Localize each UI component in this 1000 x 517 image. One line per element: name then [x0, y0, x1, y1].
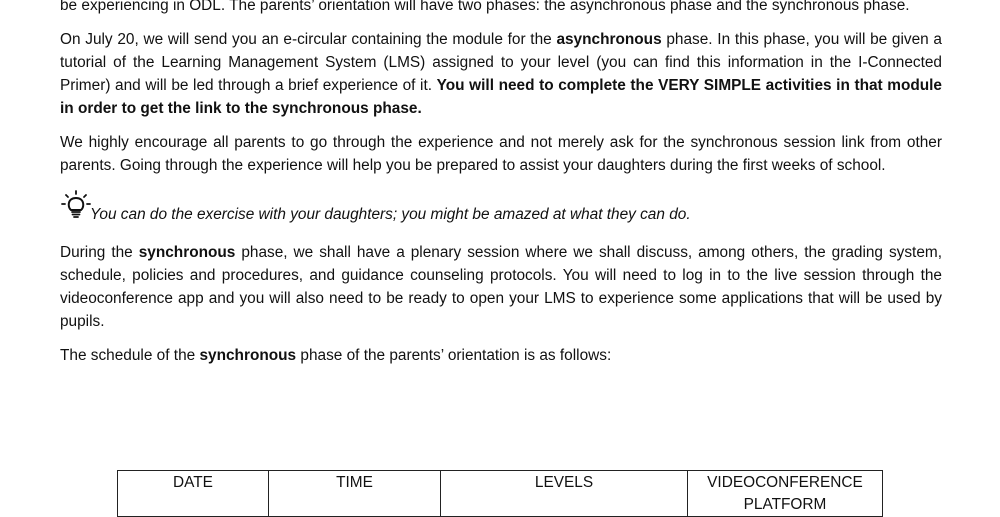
bold-instruction: You will need to complete the VERY SIMPLE activities in that module in order to get the link to the synchronous phase. [60, 77, 942, 117]
paragraph-text: We highly encourage all parents to go through the experience and not merely ask for the synchronous session link from other parents. Going through the experience will help you be prepared to assist your daughters during the first weeks of school. [60, 134, 942, 174]
paragraph-synchronous-phase [60, 241, 942, 333]
schedule-table [117, 470, 883, 517]
bold-term-synchronous: synchronous [138, 244, 236, 261]
bold-term-synchronous: synchronous [199, 347, 297, 364]
tip-text: You can do the exercise with your daughters; you might be amazed at what they can do. [90, 206, 691, 223]
paragraph-text: phase of the parents’ orientation is as follows: [296, 347, 612, 364]
column-header-time: TIME [269, 471, 441, 517]
paragraph-text: be experiencing in ODL. The parents’ orientation will have two phases: the asynchronous phase and the synchronous phase. [60, 0, 910, 14]
column-header-levels: LEVELS [441, 471, 688, 517]
column-header-platform: VIDEOCONFERENCE PLATFORM [688, 471, 883, 517]
paragraph-orientation-phases [60, 0, 942, 17]
tip-callout [60, 193, 942, 223]
paragraph-text: On July 20, we will send you an e-circular containing the module for the [60, 31, 557, 48]
lightbulb-icon [60, 189, 92, 221]
bold-term-asynchronous: asynchronous [556, 31, 662, 48]
document-page [60, 0, 942, 377]
paragraph-text: During the [60, 244, 139, 261]
paragraph-encouragement [60, 131, 942, 177]
paragraph-text: phase, we shall have a plenary session where we shall discuss, among others, the grading system, schedule, policies and procedures, and guidance counseling protocols. You will need to log in to the live session through the videoconference app and you will also need to be ready to open your LMS to experience some applications that will be used by pupils. [60, 244, 942, 330]
paragraph-asynchronous-phase [60, 28, 942, 120]
paragraph-text: The schedule of the [60, 347, 200, 364]
table-header-row [118, 471, 883, 517]
paragraph-text: phase. In this phase, you will be given a tutorial of the Learning Management System (LMS) assigned to your level (you can find this information in the I-Connected Primer) and will be led through a brief experience of it. [60, 31, 942, 94]
paragraph-schedule-intro [60, 344, 942, 367]
column-header-date: DATE [118, 471, 269, 517]
